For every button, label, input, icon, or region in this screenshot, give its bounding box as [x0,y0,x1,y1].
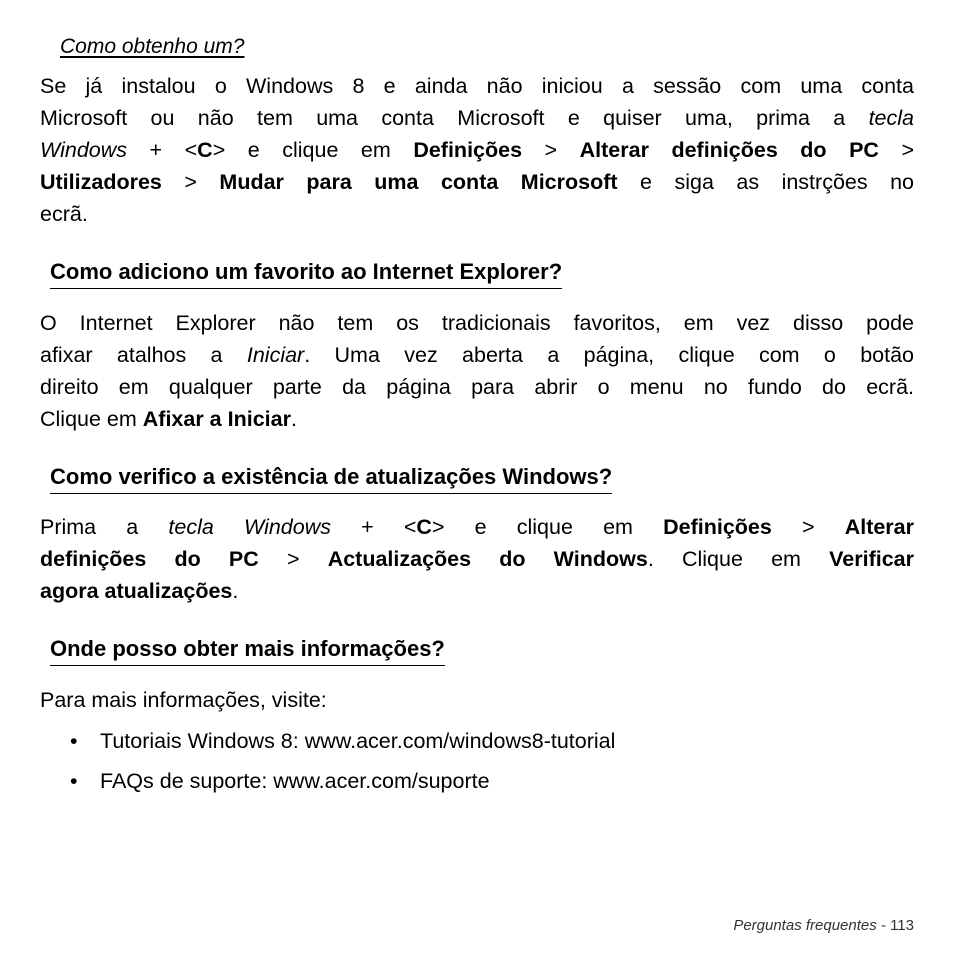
footer-label: Perguntas frequentes - [733,917,886,934]
heading-mais-informacoes: Onde posso obter mais informações? [50,636,445,666]
text-line: Utilizadores > Mudar para uma conta Microsoft e siga as instrções no [40,170,915,194]
text-line: direito em qualquer parte da página para abrir o menu no fundo do ecrã. [40,375,914,399]
text-line: Clique em Afixar a Iniciar. [40,407,297,431]
paragraph-atualizacoes [40,511,914,607]
text-line: O Internet Explorer não tem os tradicionais favoritos, em vez disso pode [40,311,914,335]
bullet-icon: • [70,769,78,793]
text-line: Microsoft ou não tem uma conta Microsoft e quiser uma, prima a tecla [40,106,914,130]
subheading-como-obtenho: Como obtenho um? [60,35,245,58]
paragraph-mais-informacoes [40,684,914,716]
text-line: Prima a tecla Windows + <C> e clique em Definições > Alterar [40,515,914,539]
text-line: agora atualizações. [40,579,239,603]
list-item [40,767,615,807]
text-line: Para mais informações, visite: [40,688,327,712]
paragraph-microsoft-account [40,70,914,230]
text-line: afixar atalhos a Iniciar. Uma vez aberta a página, clique com o botão [40,343,915,367]
page-footer [733,917,914,934]
heading-atualizacoes-windows: Como verifico a existência de atualizações Windows? [50,464,612,494]
list-item [40,727,615,767]
text-line: definições do PC > Actualizações do Windows. Clique em Verificar [40,547,914,571]
list-item-text: FAQs de suporte: www.acer.com/suporte [100,769,490,793]
text-line: ecrã. [40,202,88,226]
text-line: Se já instalou o Windows 8 e ainda não iniciou a sessão com uma conta [40,74,914,98]
bullet-icon: • [70,729,78,753]
page-number: 113 [890,917,914,934]
text-line: Windows + <C> e clique em Definições > Alterar definições do PC > [40,138,915,162]
info-links-list [40,727,615,807]
paragraph-internet-explorer [40,307,914,435]
heading-favorito-internet-explorer: Como adiciono um favorito ao Internet Explorer? [50,259,562,289]
list-item-text: Tutoriais Windows 8: www.acer.com/windows8-tutorial [100,729,616,753]
